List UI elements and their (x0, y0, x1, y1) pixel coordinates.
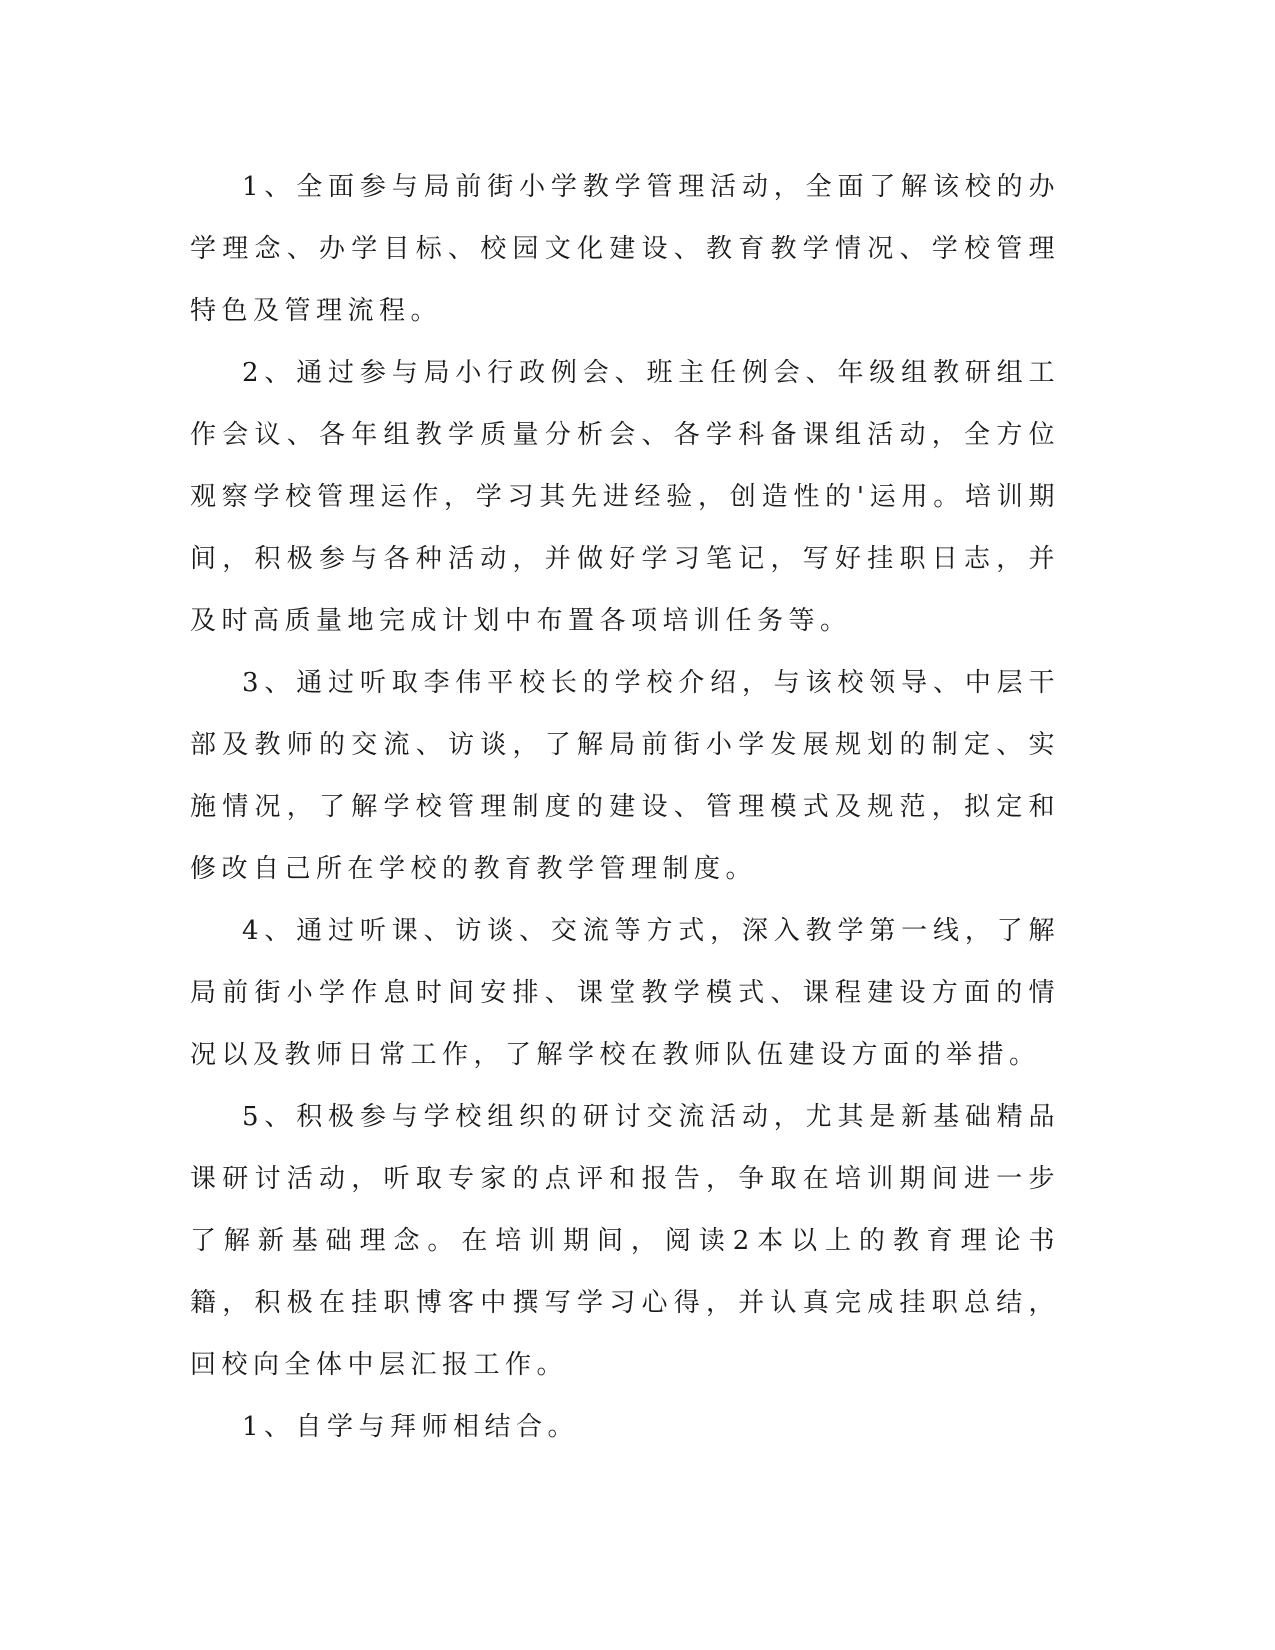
paragraph-subsection-1: 1、自学与拜师相结合。 (242, 1412, 580, 1442)
document-body (190, 156, 1060, 1458)
paragraph-item-5: 5、积极参与学校组织的研讨交流活动，尤其是新基础精品课研讨活动，听取专家的点评和报告，争取在培训期间进一步了解新基础理念。在培训期间，阅读2本以上的教育理论书籍，积极在挂职博客中撰写学习心得，并认真完成挂职总结，回校向全体中层汇报工作。 (190, 1102, 1060, 1380)
paragraph-item-3: 3、通过听取李伟平校长的学校介绍，与该校领导、中层干部及教师的交流、访谈，了解局前街小学发展规划的制定、实施情况，了解学校管理制度的建设、管理模式及规范，拟定和修改自己所在学校的教育教学管理制度。 (190, 668, 1060, 884)
paragraph-item-1: 1、全面参与局前街小学教学管理活动，全面了解该校的办学理念、办学目标、校园文化建设、教育教学情况、学校管理特色及管理流程。 (190, 172, 1060, 326)
paragraph-item-4: 4、通过听课、访谈、交流等方式，深入教学第一线，了解局前街小学作息时间安排、课堂教学模式、课程建设方面的情况以及教师日常工作，了解学校在教师队伍建设方面的举措。 (190, 916, 1060, 1070)
paragraph-item-2: 2、通过参与局小行政例会、班主任例会、年级组教研组工作会议、各年组教学质量分析会、各学科备课组活动，全方位观察学校管理运作，学习其先进经验，创造性的'运用。培训期间，积极参与各种活动，并做好学习笔记，写好挂职日志，并及时高质量地完成计划中布置各项培训任务等。 (190, 358, 1060, 636)
